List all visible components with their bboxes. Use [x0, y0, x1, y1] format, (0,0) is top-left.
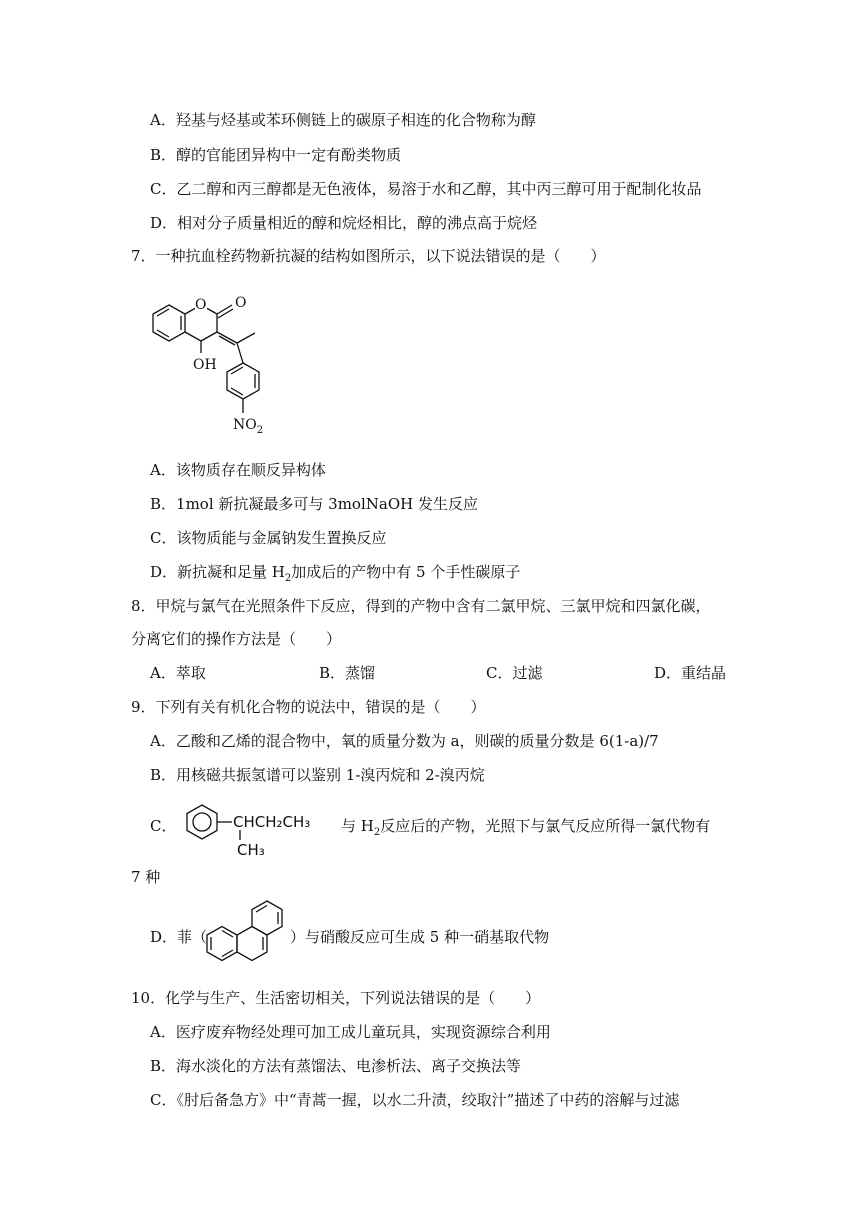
branch-label: CH₃: [237, 841, 265, 859]
nitro-label: $NO_2$: [233, 417, 264, 436]
q9-option-c-text: 与 $H_2$反应后的产物，光照下与氯气反应所得一氯代物有: [341, 817, 711, 838]
q6-option-d: D．相对分子质量相近的醇和烷烃相比，醇的沸点高于烷烃: [150, 214, 538, 232]
q9-option-c-label: C．: [150, 817, 177, 835]
q9-option-c-structure: [180, 800, 340, 860]
q9-option-b: B．用核磁共振氢谱可以鉴别 1-溴丙烷和 2-溴丙烷: [150, 766, 485, 784]
q10-option-b: B．海水淡化的方法有蒸馏法、电渗析法、离子交换法等: [150, 1057, 522, 1075]
q8-option-d: D．重结晶: [654, 664, 727, 682]
q6-option-c: C．乙二醇和丙三醇都是无色液体，易溶于水和乙醇，其中丙三醇可用于配制化妆品: [150, 180, 702, 198]
q8-option-c: C．过滤: [486, 664, 543, 682]
hydroxyl-label: OH: [193, 357, 217, 373]
phenanthrene-structure: [205, 897, 291, 977]
carbonyl-oxygen-label: O: [235, 295, 247, 311]
q7-option-c: C．该物质能与金属钠发生置换反应: [150, 529, 387, 547]
q7-option-a: A．该物质存在顺反异构体: [150, 461, 326, 479]
q8-option-b: B．蒸馏: [319, 664, 376, 682]
q9-option-a: A．乙酸和乙烯的混合物中，氧的质量分数为 a，则碳的质量分数是 6(1-a)/7: [150, 732, 659, 750]
q10-stem: 10．化学与生产、生活密切相关，下列说法错误的是（ ）: [131, 989, 541, 1007]
q7-structure-diagram: [145, 285, 285, 445]
q10-option-c: C．《肘后备急方》中“青蒿一握，以水二升渍，绞取汁”描述了中药的溶解与过滤: [150, 1091, 680, 1109]
q10-option-a: A．医疗废弃物经处理可加工成儿童玩具，实现资源综合利用: [150, 1023, 551, 1041]
q7-stem: 7．一种抗血栓药物新抗凝的结构如图所示，以下说法错误的是（ ）: [131, 247, 606, 265]
q6-option-b: B．醇的官能团异构中一定有酚类物质: [150, 146, 402, 164]
q9-stem: 9．下列有关有机化合物的说法中，错误的是（ ）: [131, 698, 486, 716]
q8-option-a: A．萃取: [150, 664, 206, 682]
q8-stem-line1: 8．甲烷与氯气在光照条件下反应，得到的产物中含有二氯甲烷、三氯甲烷和四氯化碳，: [131, 597, 711, 615]
q9-option-c-continued: 7 种: [131, 868, 161, 886]
chain-label: CHCH₂CH₃: [233, 813, 311, 831]
ring-oxygen-label: O: [195, 297, 207, 313]
q9-option-d-text: ）与硝酸反应可生成 5 种一硝基取代物: [290, 928, 550, 946]
q9-option-d-prefix: D．菲（: [150, 928, 208, 946]
q7-option-d: D．新抗凝和足量 $H_2$加成后的产物中有 5 个手性碳原子: [150, 563, 521, 584]
q7-option-b: B．1mol 新抗凝最多可与 3molNaOH 发生反应: [150, 495, 478, 513]
q6-option-a: A．羟基与烃基或苯环侧链上的碳原子相连的化合物称为醇: [150, 111, 536, 129]
q8-stem-line2: 分离它们的操作方法是（ ）: [131, 630, 342, 648]
